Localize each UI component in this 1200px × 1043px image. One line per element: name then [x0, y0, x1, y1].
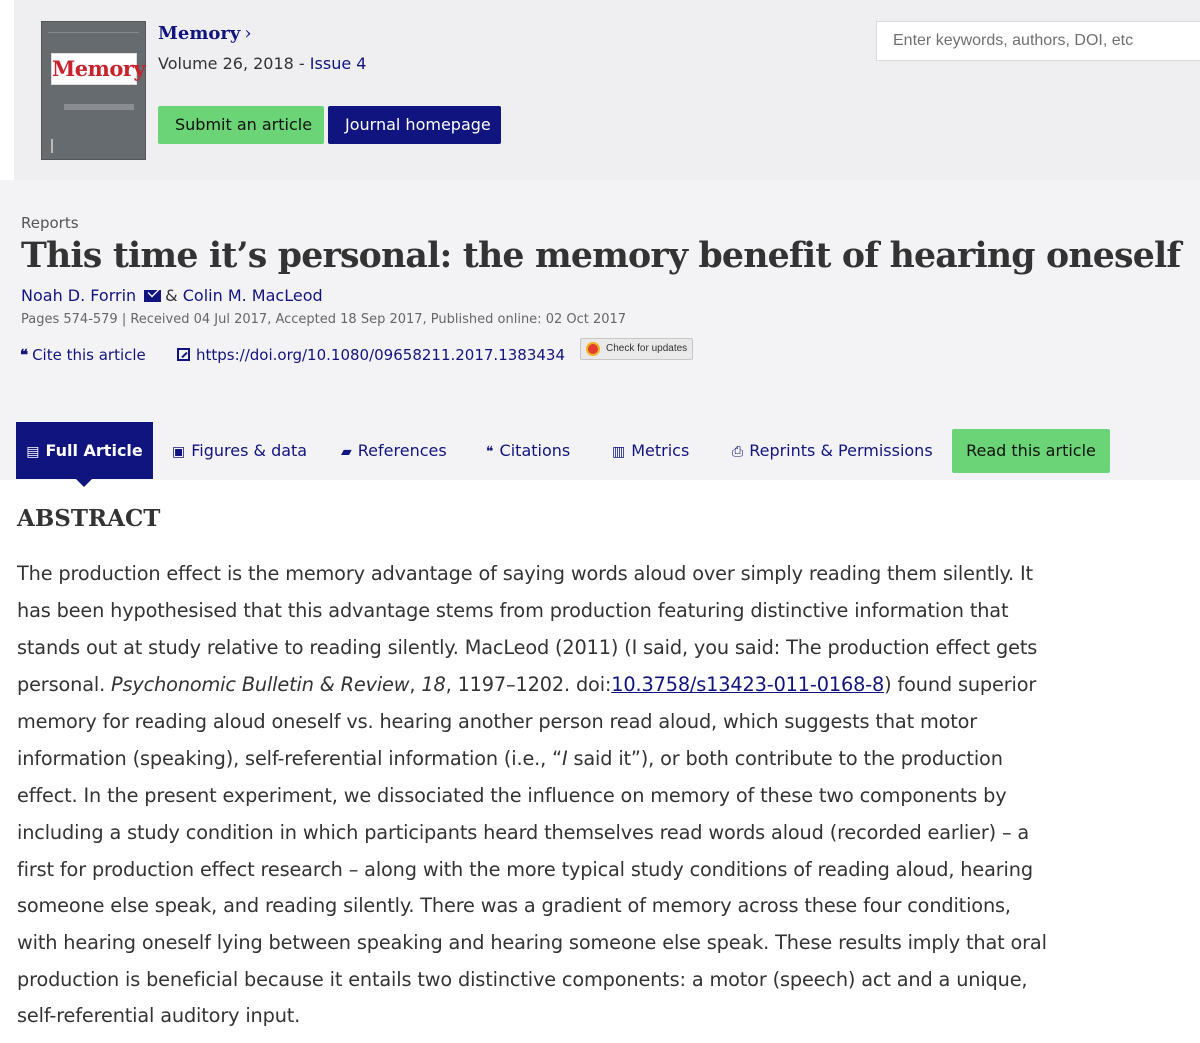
- cited-doi-link[interactable]: 10.3758/s13423-011-0168-8: [611, 673, 885, 696]
- book-icon: ▰: [341, 444, 352, 460]
- cited-journal: Psychonomic Bulletin & Review: [111, 673, 410, 696]
- tab-full-article[interactable]: [16, 422, 153, 479]
- author-link[interactable]: Colin M. MacLeod: [182, 286, 323, 305]
- check-for-updates-button[interactable]: [580, 338, 693, 360]
- author-separator: &: [165, 286, 178, 305]
- abstract-line: effect. In the present experiment, we dissociated the influence on memory of these two components by: [17, 784, 1007, 807]
- author-link[interactable]: Noah D. Forrin: [21, 286, 137, 305]
- cover-volume-line: [48, 27, 139, 33]
- journal-title-text: Memory: [158, 23, 241, 44]
- quote-icon: ❝: [486, 444, 494, 460]
- abstract-text: said it”), or both contribute to the production: [567, 747, 1003, 770]
- tab-reprints-permissions[interactable]: [732, 422, 933, 479]
- tab-metrics[interactable]: [612, 422, 689, 479]
- abstract-line: production is beneficial because it entails two distinctive components: a motor (speech) act and a unique,: [17, 968, 1028, 991]
- abstract-line: someone else speak, and reading silently. There was a gradient of memory across these four conditions,: [17, 894, 1011, 917]
- author-list: [21, 286, 323, 305]
- tab-label: Citations: [499, 441, 571, 460]
- cover-publisher-logo: [51, 139, 79, 153]
- bar-chart-icon: ▥: [612, 444, 626, 460]
- abstract-line: stands out at study relative to reading silently. MacLeod (2011) (I said, you said: The production effect gets: [17, 636, 1038, 659]
- read-article-button[interactable]: Read this article: [952, 429, 1110, 473]
- abstract-line: [17, 747, 1003, 770]
- cover-logo: Memory: [51, 53, 137, 85]
- printer-icon: ⎙: [732, 444, 744, 460]
- abstract-line: memory for reading aloud oneself vs. hearing another person read aloud, which suggests that motor: [17, 710, 978, 733]
- journal-title-link[interactable]: [158, 23, 252, 44]
- journal-homepage-button[interactable]: Journal homepage: [328, 106, 501, 144]
- cite-label: Cite this article: [32, 346, 146, 364]
- abstract-line: including a study condition in which participants heard themselves read words aloud (recorded earlier) – a: [17, 821, 1030, 844]
- document-icon: ▤: [26, 444, 40, 460]
- abstract-text: information (speaking), self-referential information (i.e., “: [17, 747, 562, 770]
- abstract-line: The production effect is the memory advantage of saying words aloud over simply reading them silently. It: [17, 562, 1033, 585]
- search-input[interactable]: Enter keywords, authors, DOI, etc: [876, 21, 1200, 61]
- envelope-icon[interactable]: [144, 290, 161, 302]
- article-type: Reports: [21, 214, 79, 232]
- image-icon: ▣: [172, 444, 186, 460]
- publication-history: Pages 574-579 | Received 04 Jul 2017, Accepted 18 Sep 2017, Published online: 02 Oct 2017: [21, 312, 627, 327]
- journal-volume-info: [158, 54, 366, 73]
- journal-cover-image[interactable]: [41, 21, 146, 160]
- cover-editors-line: [64, 104, 134, 110]
- tab-figures-data[interactable]: [172, 422, 307, 479]
- external-link-icon: [177, 348, 190, 361]
- doi-text: https://doi.org/10.1080/09658211.2017.1383434: [196, 346, 566, 364]
- cite-article-link[interactable]: [20, 346, 146, 364]
- cited-volume: 18: [421, 673, 446, 696]
- abstract-italic: I: [561, 747, 568, 770]
- quote-icon: ❝: [20, 346, 29, 364]
- abstract-line: first for production effect research – along with the more typical study conditions of reading aloud, hearing: [17, 858, 1033, 881]
- chevron-right-icon: ›: [244, 23, 252, 44]
- abstract-line: self-referential auditory input.: [17, 1004, 301, 1027]
- abstract-line: [17, 673, 1036, 696]
- abstract-heading: ABSTRACT: [17, 505, 161, 532]
- doi-link[interactable]: [177, 346, 565, 364]
- check-updates-label: Check for updates: [606, 343, 688, 354]
- tab-label: References: [357, 441, 447, 460]
- tab-label: Figures & data: [191, 441, 308, 460]
- abstract-text: personal.: [17, 673, 112, 696]
- page-edge: [0, 0, 14, 180]
- submit-article-button[interactable]: Submit an article: [158, 106, 324, 144]
- article-title: This time it’s personal: the memory benefit of hearing oneself: [21, 235, 1181, 276]
- abstract-line: has been hypothesised that this advantage stems from production featuring distinctive information that: [17, 599, 1009, 622]
- crossmark-icon: [586, 342, 600, 356]
- tab-label: Full Article: [45, 441, 143, 460]
- tab-label: Metrics: [631, 441, 690, 460]
- volume-text: Volume 26, 2018 -: [158, 54, 310, 73]
- abstract-text: ,: [409, 673, 422, 696]
- abstract-text: ) found superior: [884, 673, 1037, 696]
- tab-citations[interactable]: [486, 422, 570, 479]
- abstract-line: with hearing oneself lying between speaking and hearing someone else speak. These results imply that oral: [17, 931, 1047, 954]
- tab-label: Reprints & Permissions: [749, 441, 933, 460]
- abstract-text: , 1197–1202. doi:: [445, 673, 612, 696]
- tab-references[interactable]: [341, 422, 447, 479]
- issue-link[interactable]: Issue 4: [309, 54, 367, 73]
